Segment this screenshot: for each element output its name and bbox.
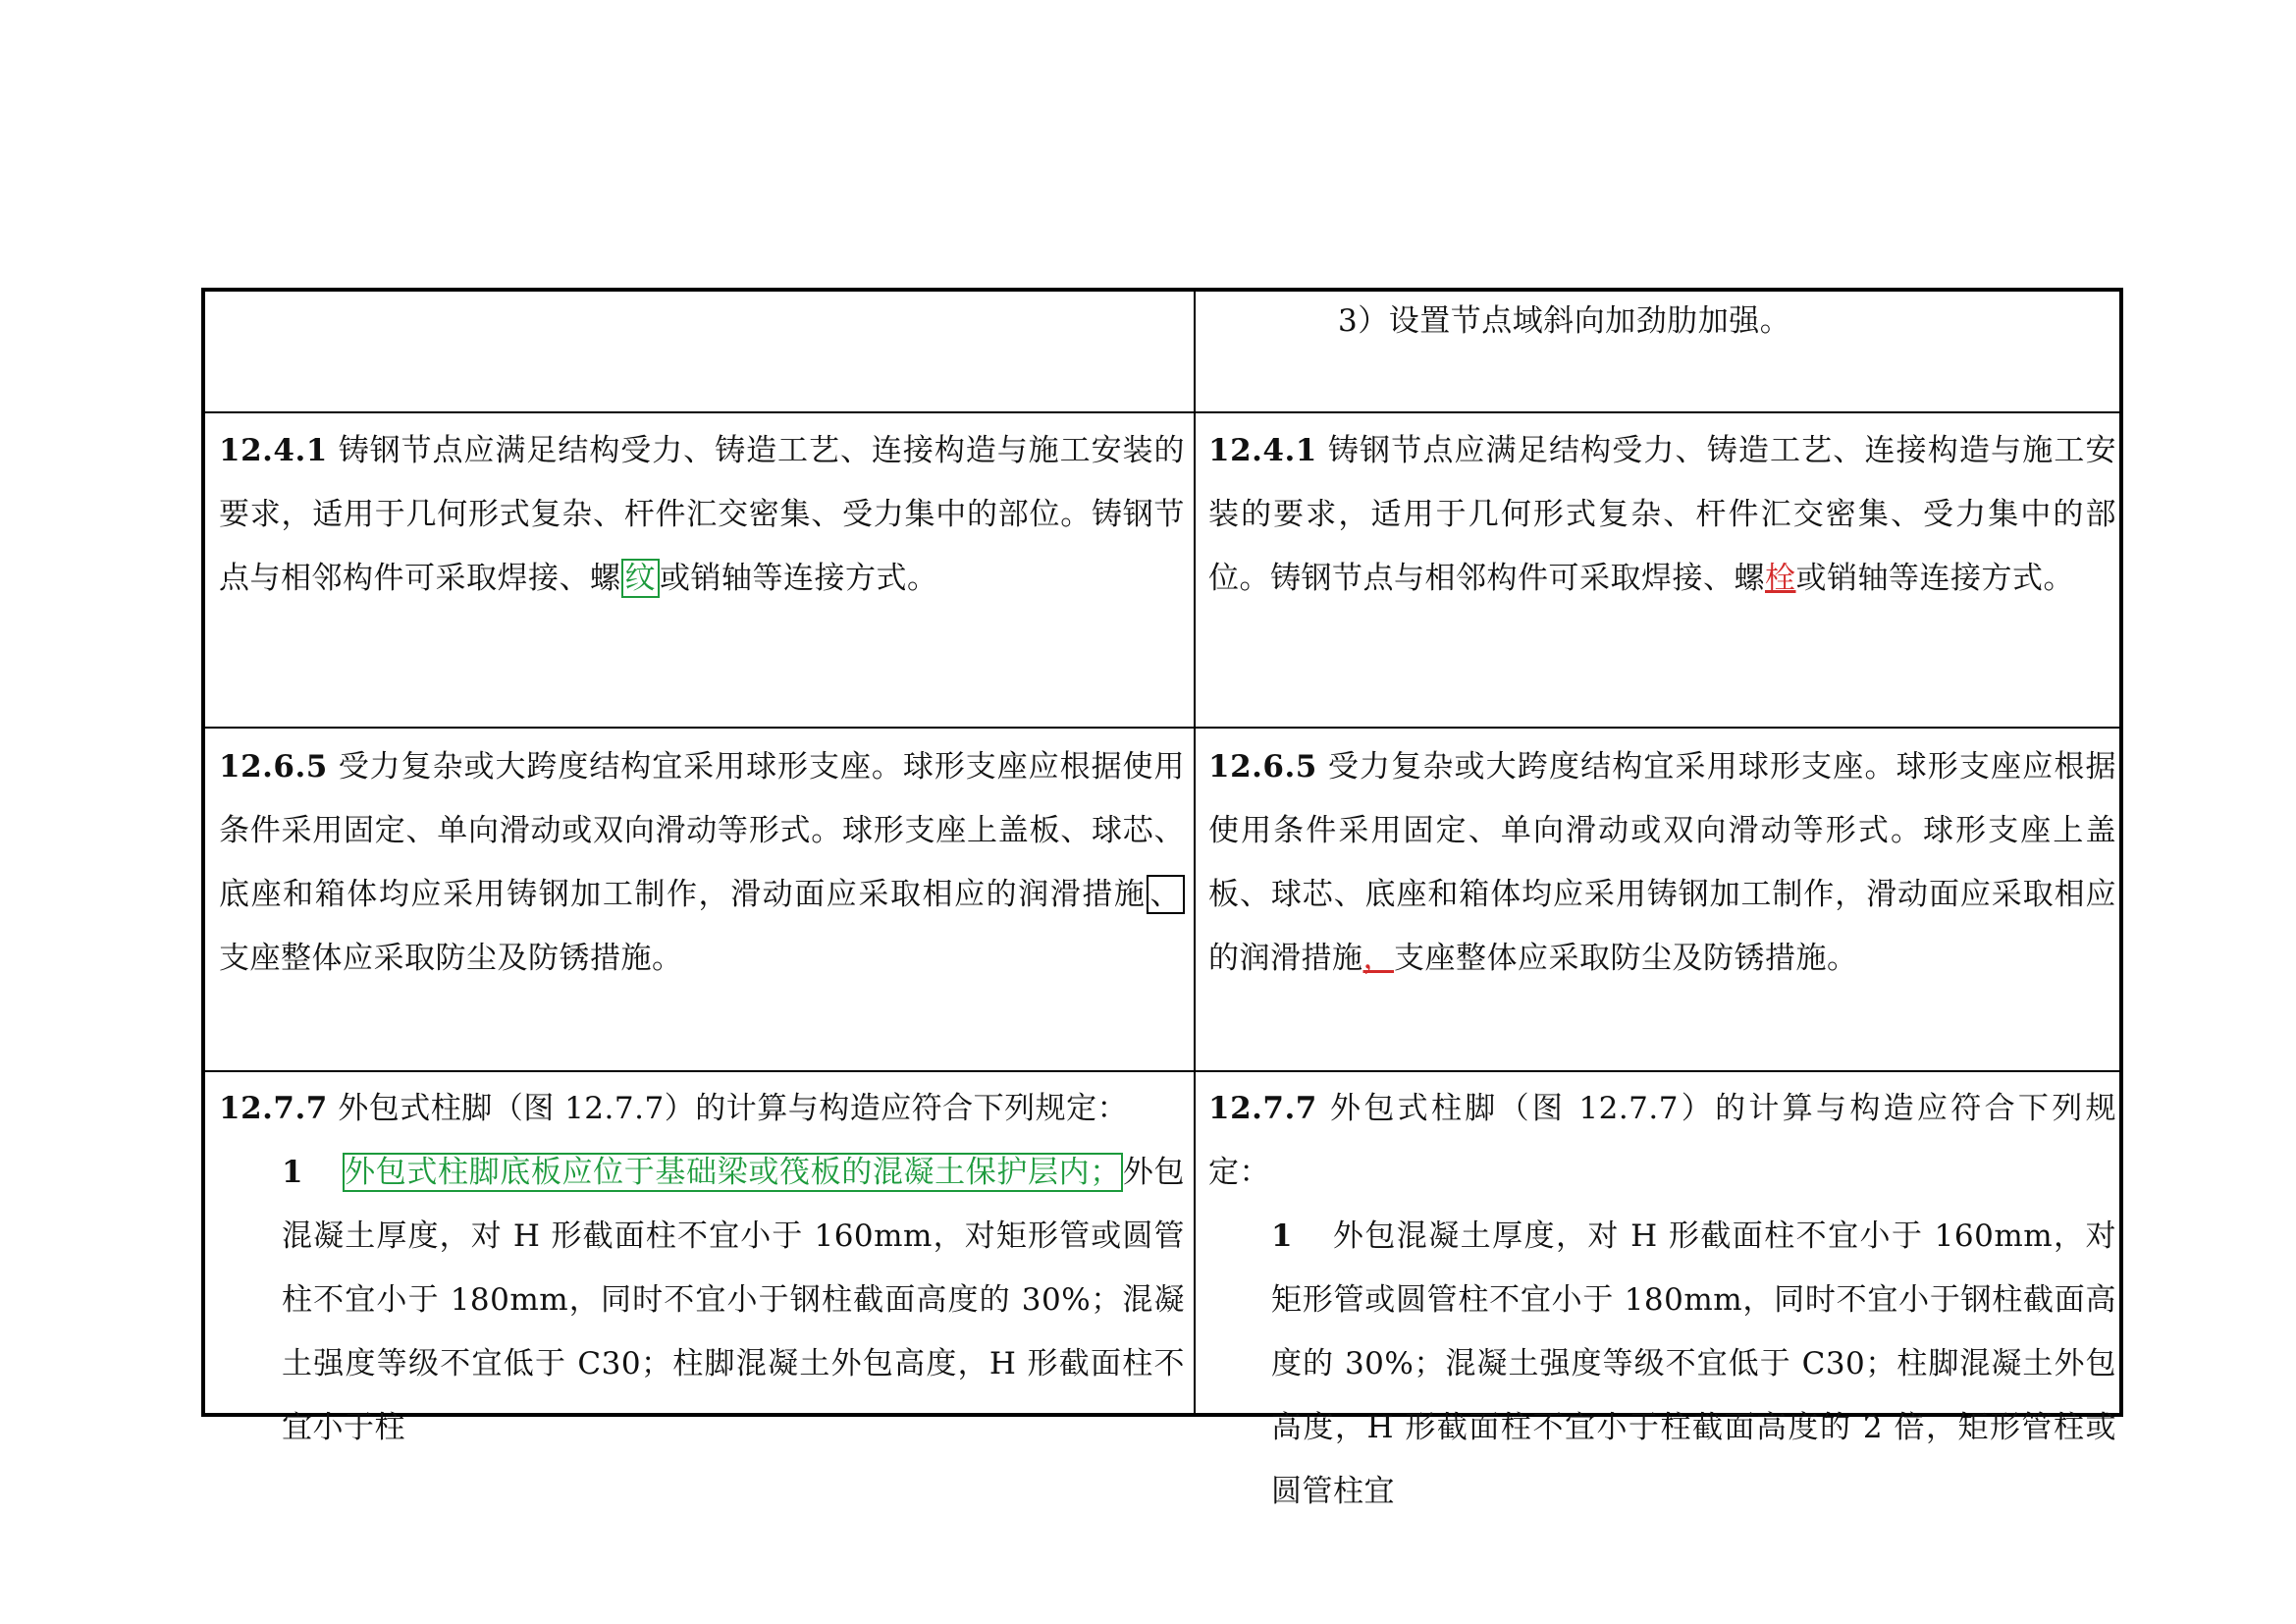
clause-text-a: 受力复杂或大跨度结构宜采用球形支座。球形支座应根据使用条件采用固定、单向滑动或双向滑动等形式。球形支座上盖板、球芯、底座和箱体均应采用铸钢加工制作，滑动面应采取相应的润滑措施 — [1208, 749, 2117, 976]
clause-number: 12.7.7 — [219, 1091, 328, 1126]
item-number: 1 — [1271, 1218, 1294, 1254]
row3-left-cell — [219, 735, 1185, 1067]
clause-text-a: 铸钢节点应满足结构受力、铸造工艺、连接构造与施工安装的要求，适用于几何形式复杂、杆件汇交密集、受力集中的部位。铸钢节点与相邻构件可采取焊接、螺 — [219, 433, 1185, 596]
item-text: 外包混凝土厚度，对 H 形截面柱不宜小于 160mm，对矩形管或圆管柱不宜小于 180mm，同时不宜小于钢柱截面高度的 30%；混凝土强度等级不宜低于 C30；柱脚混凝土外包高度，H 形截面柱不宜小于柱截面高度的 2 倍，矩形管柱或圆管柱宜 — [1271, 1218, 2116, 1509]
clause-12-7-7-old-heading — [219, 1077, 1185, 1141]
clause-number: 12.4.1 — [1208, 433, 1317, 468]
row2-left-cell — [219, 419, 1185, 724]
row2-right-cell — [1208, 419, 2116, 724]
item-number: 1 — [282, 1155, 304, 1190]
clause-text-b: 或销轴等连接方式。 — [1795, 561, 2074, 596]
clause-number: 12.7.7 — [1208, 1091, 1317, 1126]
row1-right-text: 3）设置节点域斜向加劲肋加强。 — [1338, 303, 1791, 339]
column-divider — [1194, 292, 1196, 1413]
clause-12-4-1-old — [219, 419, 1185, 611]
clause-text-b: 或销轴等连接方式。 — [660, 561, 938, 596]
clause-number: 12.6.5 — [1208, 749, 1317, 785]
revision-mark-green: 纹 — [621, 559, 661, 598]
revision-mark-red: ， — [1362, 941, 1394, 976]
clause-12-4-1-new — [1208, 419, 2116, 611]
clause-number: 12.6.5 — [219, 749, 328, 785]
revision-mark-green: 外包式柱脚底板应位于基础梁或筏板的混凝土保护层内； — [345, 1155, 1121, 1190]
row3-right-cell — [1208, 735, 2116, 1067]
clause-text-b: 支座整体应采取防尘及防锈措施。 — [1394, 941, 1858, 976]
clause-12-6-5-new — [1208, 735, 2116, 991]
clause-12-7-7-new-item — [1208, 1205, 2116, 1524]
row-divider-1 — [205, 411, 2119, 413]
clause-text-a: 受力复杂或大跨度结构宜采用球形支座。球形支座应根据使用条件采用固定、单向滑动或双向滑动等形式。球形支座上盖板、球芯、底座和箱体均应采用铸钢加工制作，滑动面应采取相应的润滑措施 — [219, 749, 1185, 912]
clause-text-b: 支座整体应采取防尘及防锈措施。 — [219, 941, 683, 976]
row-divider-3 — [205, 1070, 2119, 1072]
clause-heading: 外包式柱脚（图 12.7.7）的计算与构造应符合下列规定： — [338, 1091, 1129, 1126]
revision-mark-box: 、 — [1147, 875, 1186, 914]
clause-12-7-7-old-item — [219, 1141, 1185, 1460]
item-text: 外包混凝土厚度，对 H 形截面柱不宜小于 160mm，对矩形管或圆管柱不宜小于 180mm，同时不宜小于钢柱截面高度的 30%；混凝土强度等级不宜低于 C30；柱脚混凝土外包高度，H 形截面柱不宜小于柱 — [282, 1155, 1186, 1445]
comparison-table — [201, 288, 2123, 1509]
clause-12-6-5-old — [219, 735, 1185, 991]
row4-left-cell — [219, 1077, 1186, 1445]
clause-number: 12.4.1 — [219, 433, 328, 468]
clause-12-7-7-new-heading — [1208, 1077, 2116, 1205]
clause-text-a: 铸钢节点应满足结构受力、铸造工艺、连接构造与施工安装的要求，适用于几何形式复杂、杆件汇交密集、受力集中的部位。铸钢节点与相邻构件可采取焊接、螺 — [1208, 433, 2117, 596]
revision-mark-red: 栓 — [1765, 561, 1796, 596]
row-divider-2 — [205, 727, 2119, 729]
row4-right-cell — [1208, 1077, 2117, 1509]
row1-right-cell — [1208, 292, 2116, 409]
clause-heading: 外包式柱脚（图 12.7.7）的计算与构造应符合下列规定： — [1208, 1091, 2117, 1190]
